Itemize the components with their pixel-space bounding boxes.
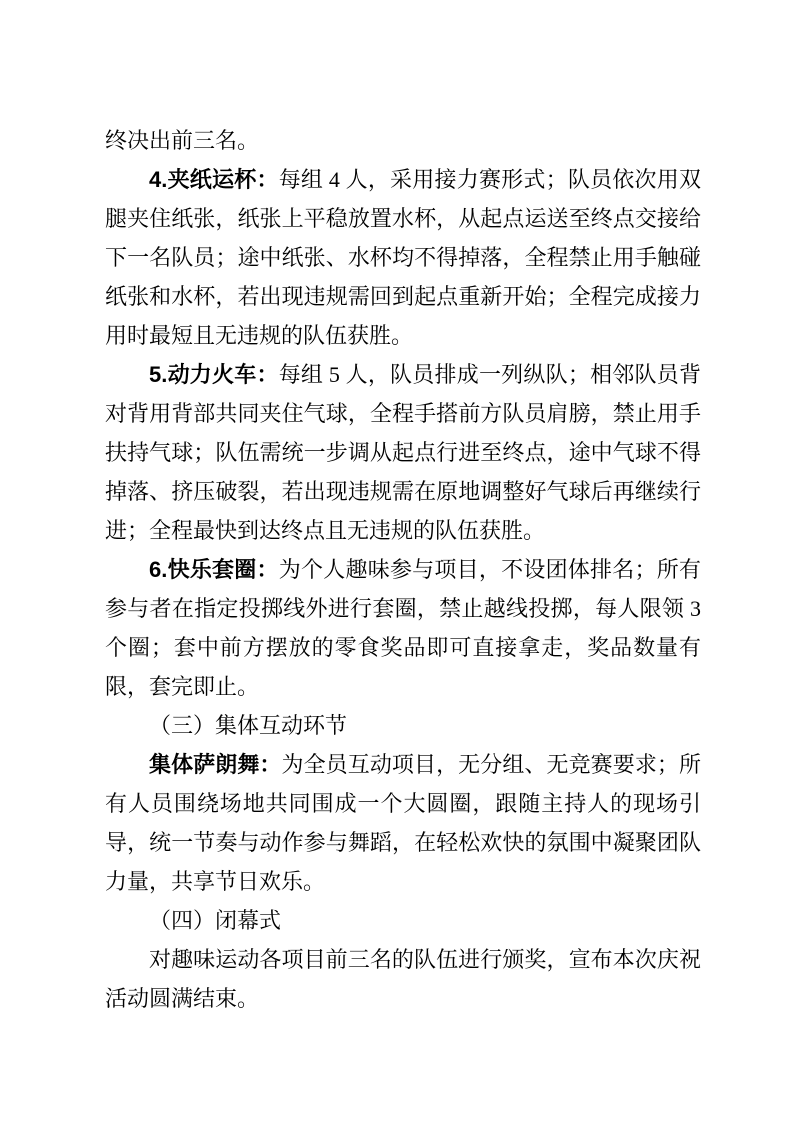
item-5-paragraph	[105, 355, 701, 550]
item-6-paragraph	[105, 550, 701, 706]
item-5-text: 每组 5 人，队员排成一列纵队；相邻队员背对背用背部共同夹住气球，全程手搭前方队员肩膀，禁止用手扶持气球；队伍需统一步调从起点行进至终点，途中气球不得掉落、挤压破裂，若出现违规需在原地调整好气球后再继续行进；全程最快到达终点且无违规的队伍获胜。	[105, 362, 701, 543]
item-6-title: 6.快乐套圈：	[149, 557, 279, 582]
section-heading-4: （四）闭幕式	[149, 908, 282, 933]
paragraph-continuation: 终决出前三名。	[105, 128, 260, 153]
salang-dance-text: 为全员互动项目，无分组、无竞赛要求；所有人员围绕场地共同围成一个大圆圈，跟随主持人的现场引导，统一节奏与动作参与舞蹈，在轻松欢快的氛围中凝聚团队力量，共享节日欢乐。	[105, 752, 701, 894]
salang-dance-title: 集体萨朗舞：	[149, 752, 282, 777]
item-5-title: 5.动力火车：	[149, 362, 279, 387]
closing-paragraph: 对趣味运动各项目前三名的队伍进行颁奖，宣布本次庆祝活动圆满结束。	[105, 947, 701, 1011]
document-body	[105, 121, 701, 1018]
section-heading-3: （三）集体互动环节	[149, 713, 348, 738]
item-6-text: 为个人趣味参与项目，不设团体排名；所有参与者在指定投掷线外进行套圈，禁止越线投掷，每人限领 3 个圈；套中前方摆放的零食奖品即可直接拿走，奖品数量有限，套完即止。	[105, 557, 701, 699]
item-4-text: 每组 4 人，采用接力赛形式；队员依次用双腿夹住纸张，纸张上平稳放置水杯，从起点运送至终点交接给下一名队员；途中纸张、水杯均不得掉落，全程禁止用手触碰纸张和水杯，若出现违规需回到起点重新开始；全程完成接力用时最短且无违规的队伍获胜。	[105, 167, 701, 348]
item-4-paragraph	[105, 160, 701, 355]
item-4-title: 4.夹纸运杯：	[149, 167, 279, 192]
salang-dance-paragraph	[105, 745, 701, 901]
